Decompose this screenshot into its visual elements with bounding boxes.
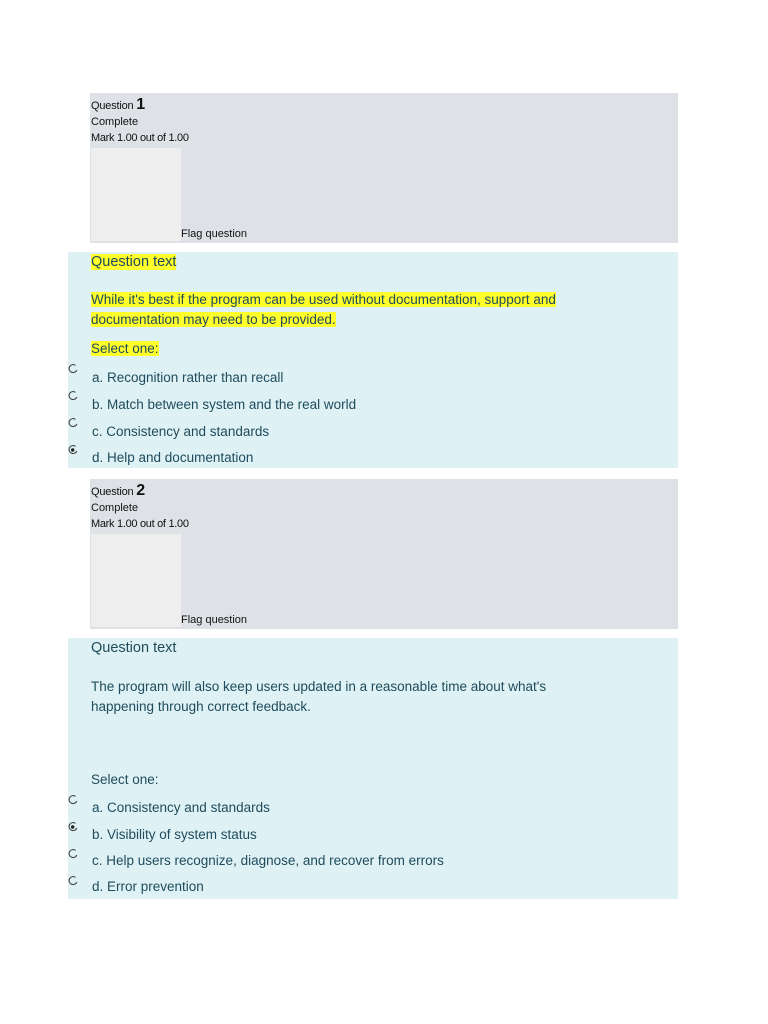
radio-unchecked-icon[interactable] <box>68 391 78 401</box>
question-1-flag-link[interactable]: Flag question <box>181 228 248 240</box>
question-1-answer-b[interactable]: b. Match between system and the real world <box>92 397 357 412</box>
question-2-text: The program will also keep users updated in a reasonable time about what's happening through correct feedback. <box>91 679 547 714</box>
question-1-text-label: Question text <box>91 254 177 270</box>
radio-checked-icon[interactable] <box>68 822 78 832</box>
question-2-answer-b[interactable]: b. Visibility of system status <box>92 827 257 842</box>
question-2-number <box>91 482 145 500</box>
question-1-grade: Mark 1.00 out of 1.00 <box>91 132 189 144</box>
question-2-prompt: Select one: <box>91 772 159 787</box>
question-number: 1 <box>136 96 145 113</box>
question-1-answer-c[interactable]: c. Consistency and standards <box>92 424 270 439</box>
radio-checked-icon[interactable] <box>68 445 78 455</box>
radio-unchecked-icon[interactable] <box>68 364 78 374</box>
question-1-text: While it's best if the program can be used without documentation, support and documentation may need to be provided. <box>91 292 556 327</box>
question-1-info <box>90 93 678 243</box>
question-2-text-label: Question text <box>91 640 177 656</box>
question-2-answer-a[interactable]: a. Consistency and standards <box>92 800 270 815</box>
question-2-formulation <box>68 638 678 899</box>
question-2-info <box>90 479 678 629</box>
question-number: 2 <box>136 482 145 499</box>
flag-icon-placeholder[interactable] <box>91 534 181 627</box>
question-word: Question <box>91 486 134 498</box>
question-2-answer-d[interactable]: d. Error prevention <box>92 879 204 894</box>
question-2-flag-link[interactable]: Flag question <box>181 614 248 626</box>
question-1-number <box>91 96 145 114</box>
question-2-answer-c[interactable]: c. Help users recognize, diagnose, and recover from errors <box>92 853 444 868</box>
question-1-answer-d[interactable]: d. Help and documentation <box>92 450 254 465</box>
radio-unchecked-icon[interactable] <box>68 876 78 886</box>
radio-unchecked-icon[interactable] <box>68 418 78 428</box>
radio-unchecked-icon[interactable] <box>68 849 78 859</box>
question-1-formulation <box>68 252 678 468</box>
radio-unchecked-icon[interactable] <box>68 795 78 805</box>
question-word: Question <box>91 100 134 112</box>
flag-icon-placeholder[interactable] <box>91 148 181 241</box>
question-1-answer-a[interactable]: a. Recognition rather than recall <box>92 370 284 385</box>
question-1-state: Complete <box>91 116 139 128</box>
question-2-grade: Mark 1.00 out of 1.00 <box>91 518 189 530</box>
question-2-state: Complete <box>91 502 139 514</box>
question-1-prompt: Select one: <box>91 341 159 356</box>
